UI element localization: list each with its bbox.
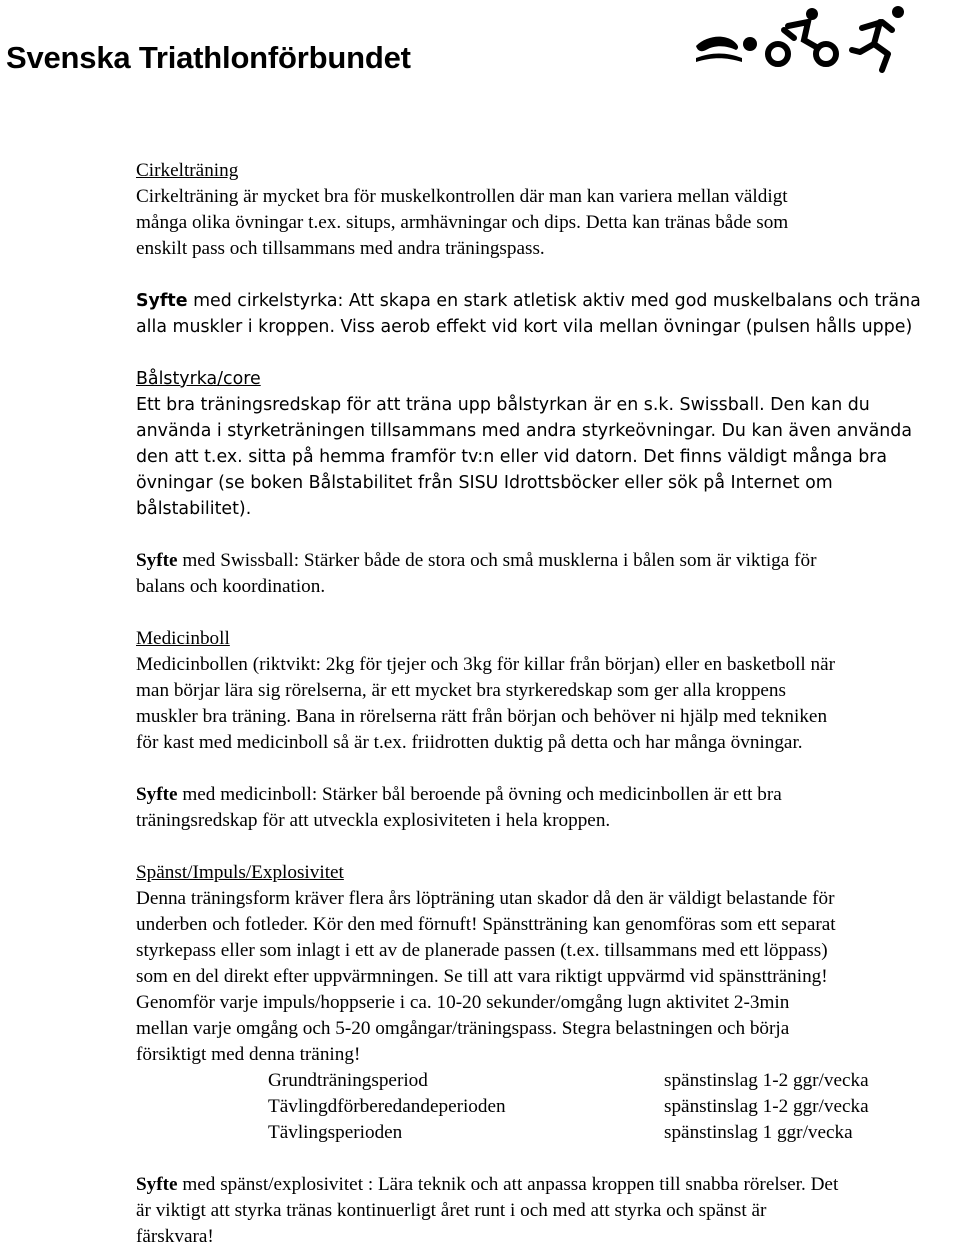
purpose-label: Syfte: [136, 784, 178, 805]
purpose-text: Syfte med Swissball: Stärker både de stora och små musklerna i bålen som är viktiga för balans och koordination.: [136, 550, 817, 597]
section-heading: Bålstyrka/core: [136, 369, 261, 389]
schedule-frequency: spänstinslag 1-2 ggr/vecka: [664, 1070, 869, 1091]
schedule-period: Grundträningsperiod: [268, 1070, 428, 1091]
section-text: Denna träningsform kräver flera års löpträning utan skador då den är väldigt belastande för underben och fotleder. Kör den med förnuft! Spänstträning kan genomföras som ett separat styrkepass eller som inlagt i ett av de planerade passen (t.ex. tillsammans med ett löppass) som en del direkt efter uppvärmningen. Se till att vara riktigt uppvärmd vid spänstträning! Genomför varje impuls/hoppserie i ca. 10-20 sekunder/omgång lugn aktivitet 2-3min mellan varje omgång och 5-20 omgångar/träningspass. Stegra belastningen och börja försiktigt med denna träning!: [136, 888, 836, 1065]
purpose-label: Syfte: [136, 550, 178, 571]
schedule-period: Tävlingdförberedandeperioden: [268, 1096, 506, 1117]
section-text: Cirkelträning är mycket bra för muskelkontrollen där man kan variera mellan väldigt många olika övningar t.ex. situps, armhävningar och dips. Detta kan tränas både som enskilt pass och tillsammans med andra träningspass.: [136, 186, 789, 259]
section-heading: Spänst/Impuls/Explosivitet: [136, 862, 344, 883]
section-core: [136, 366, 948, 522]
cyclist-icon: [768, 22, 836, 64]
training-schedule: [136, 1068, 948, 1146]
section-cirkeltraning: [136, 158, 948, 340]
schedule-frequency: spänstinslag 1 ggr/vecka: [664, 1122, 853, 1143]
section-heading: Medicinboll: [136, 628, 230, 649]
swimmer-icon: [696, 37, 757, 62]
purpose-text: Syfte med cirkelstyrka: Att skapa en stark atletisk aktiv med god muskelbalans och träna alla muskler i kroppen. Viss aerob effekt vid kort vila mellan övningar (pulsen hålls uppe): [136, 291, 921, 337]
page-title: Svenska Triathlonförbundet: [6, 40, 411, 75]
purpose-text: Syfte med spänst/explosivitet : Lära teknik och att anpassa kroppen till snabba rörelser. Det är viktigt att styrka tränas kontinuerligt året runt i och med att styrka och spänst är färskvara!: [136, 1174, 839, 1247]
document-body: [136, 158, 948, 1250]
purpose-label: Syfte: [136, 1174, 178, 1195]
section-spanst: [136, 860, 948, 1250]
schedule-row: [136, 1068, 948, 1094]
schedule-period: Tävlingsperioden: [268, 1122, 403, 1143]
purpose-label: Syfte: [136, 291, 188, 311]
section-text: Medicinbollen (riktvikt: 2kg för tjejer och 3kg för killar från början) eller en basketboll när man börjar lära sig rörelserna, är ett mycket bra styrkeredskap som ger alla kroppens muskler bra träning. Bana in rörelserna rätt från början och behöver ni hjälp med tekniken för kast med medicinboll så är t.ex. friidrotten duktig på detta och har många övningar.: [136, 654, 836, 753]
section-medicinboll: [136, 626, 948, 834]
section-heading: Cirkelträning: [136, 160, 239, 181]
schedule-frequency: spänstinslag 1-2 ggr/vecka: [664, 1096, 869, 1117]
runner-icon: [852, 22, 892, 70]
schedule-row: [136, 1120, 948, 1146]
section-text: Ett bra träningsredskap för att träna upp bålstyrkan är en s.k. Swissball. Den kan du använda i styrketräningen tillsammans med andra styrkeövningar. Du kan även använda den att t.ex. sitta på hemma framför tv:n eller vid datorn. Det finns väldigt många bra övningar (se boken Bålstabilitet från SISU Idrottsböcker eller sök på Internet om bålstabilitet).: [136, 395, 912, 519]
purpose-text: Syfte med medicinboll: Stärker bål beroende på övning och medicinbollen är ett bra träningsredskap för att utveckla explosiviteten i hela kroppen.: [136, 784, 782, 831]
schedule-row: [136, 1094, 948, 1120]
triathlon-logo: [692, 0, 922, 78]
